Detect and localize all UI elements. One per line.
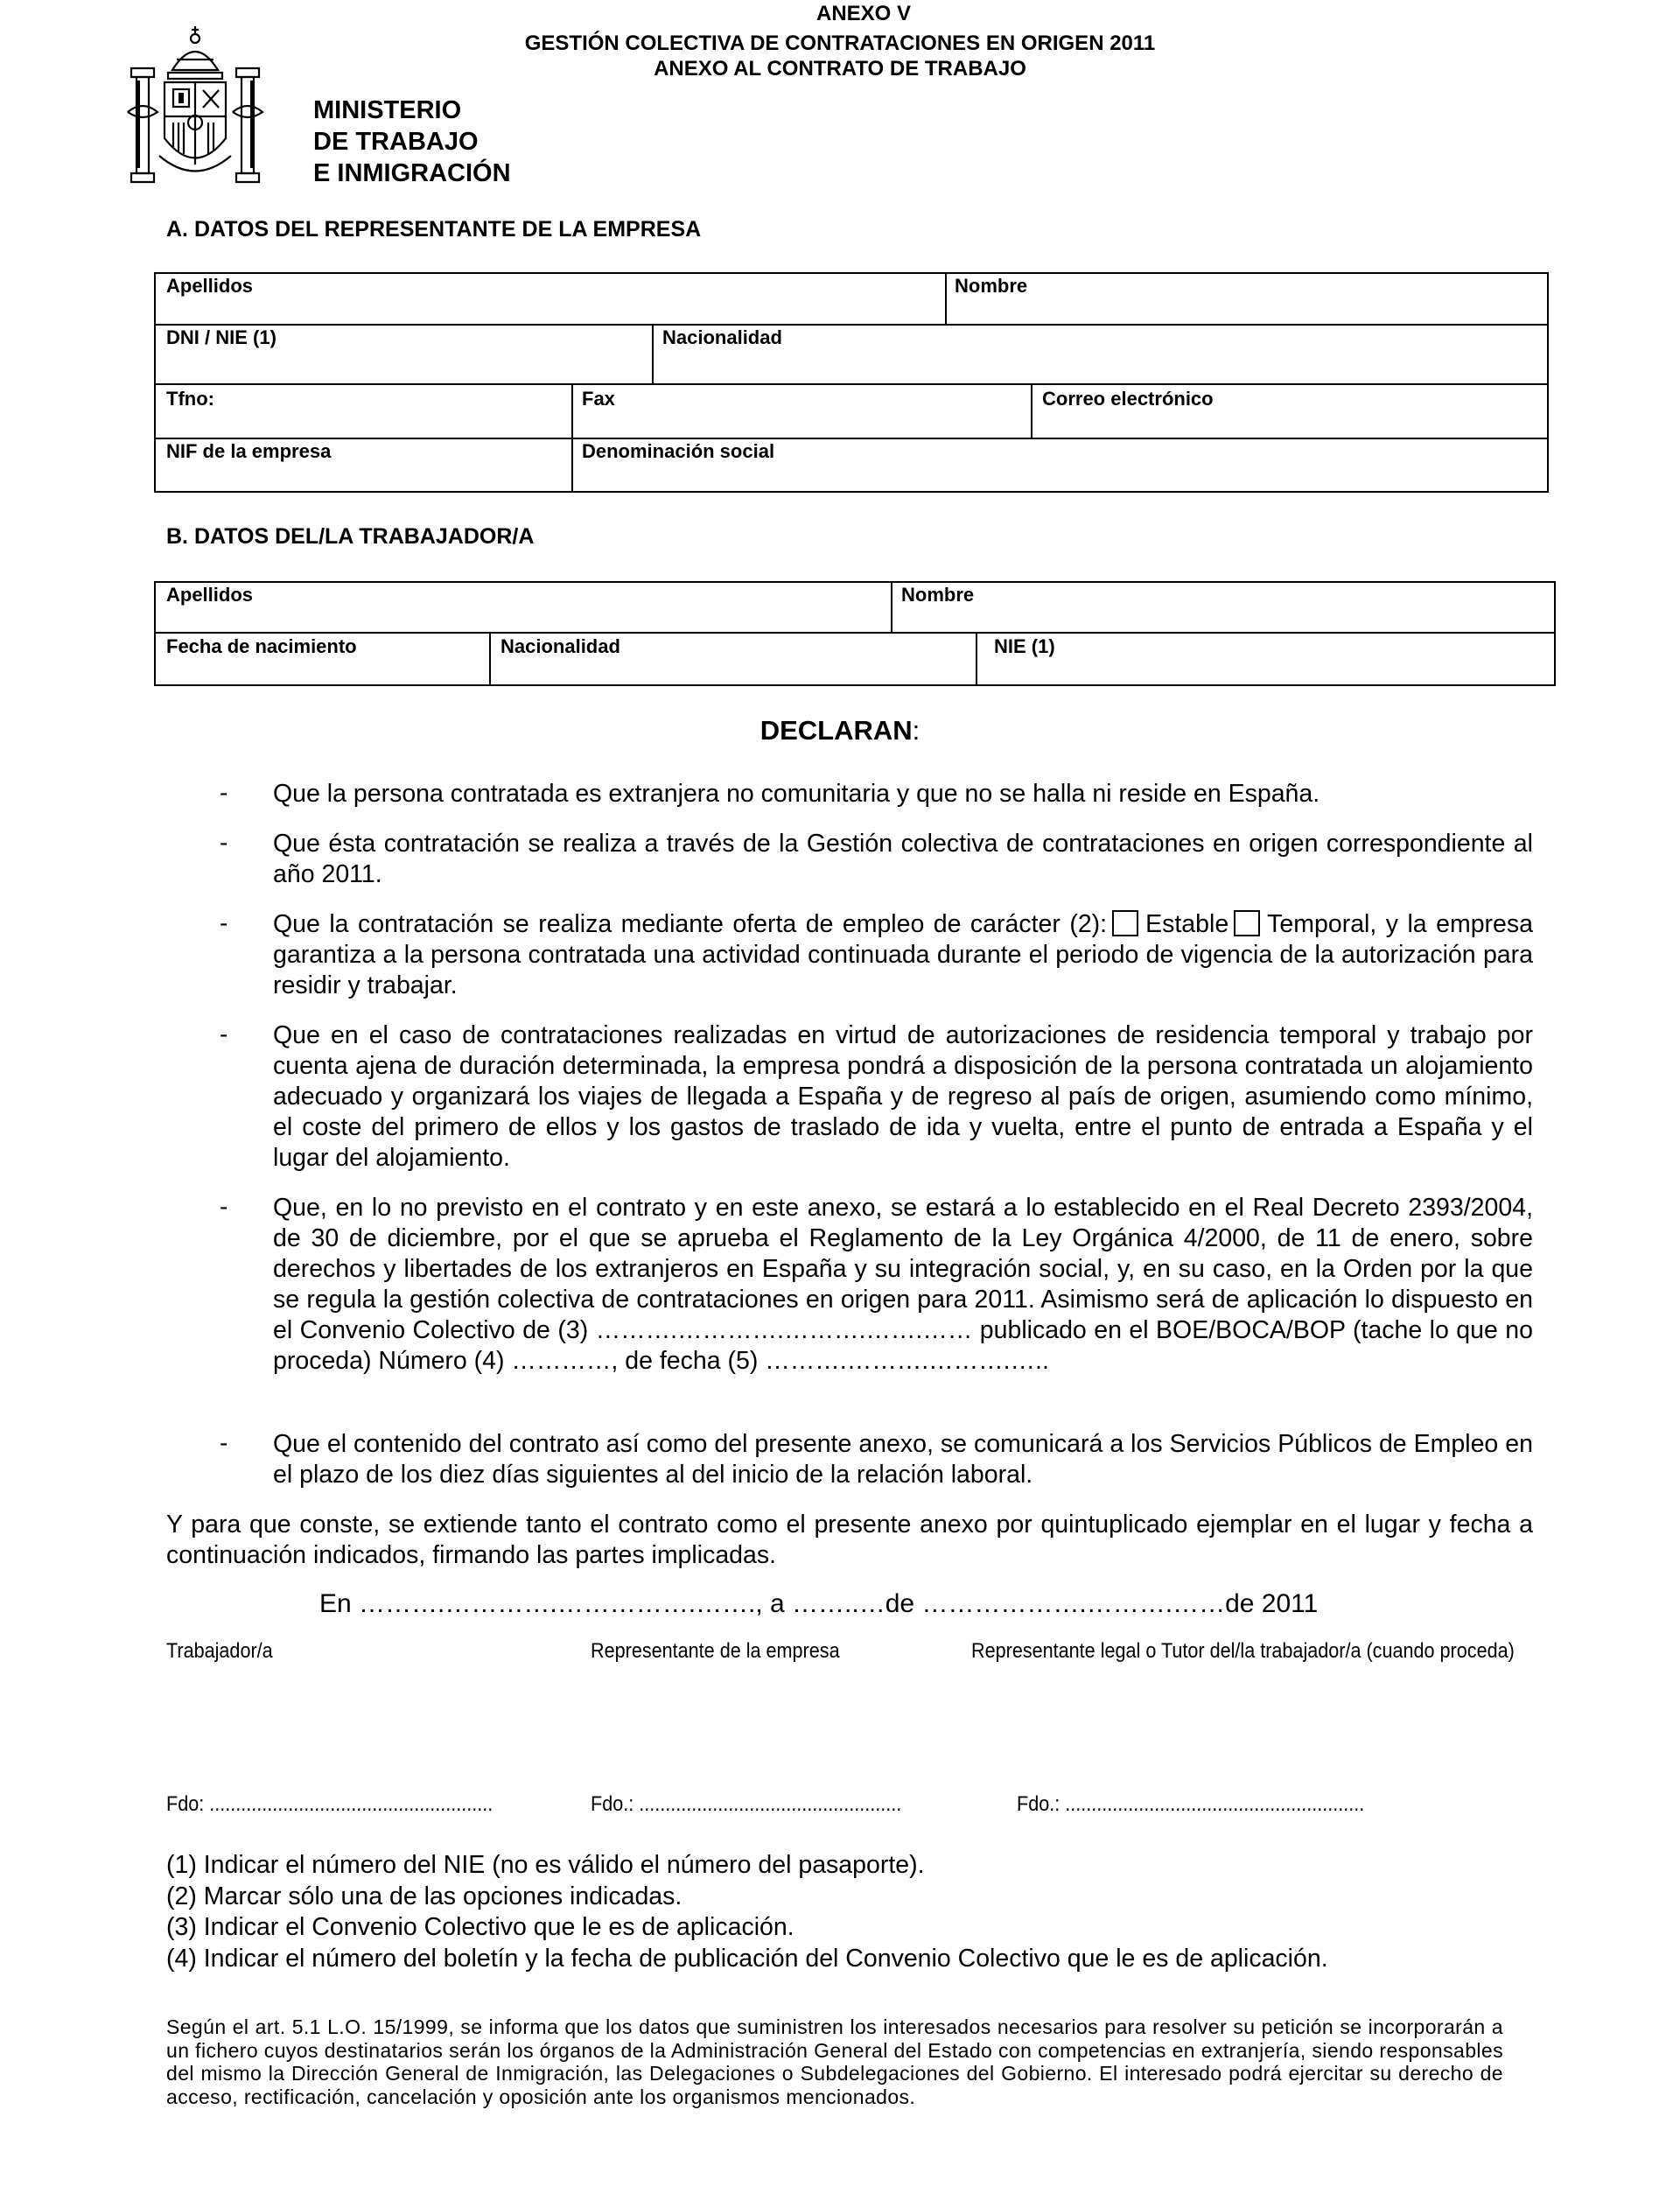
ministry-name [313, 95, 511, 189]
field-worker-nie[interactable]: NIE (1) [994, 635, 1055, 657]
section-a-title: A. DATOS DEL REPRESENTANTE DE LA EMPRESA [166, 217, 702, 242]
declaration-item-6: Que el contenido del contrato así como del presente anexo, se comunicará a los Servicios Públicos de Empleo en el plazo de los diez días siguientes al del inicio de la relación laboral. [273, 1430, 1533, 1489]
signature-label-legal: Representante legal o Tutor del/la trabajador/a (cuando proceda) [971, 1639, 1515, 1663]
divider [945, 272, 947, 326]
divider [571, 383, 573, 493]
declaran-label: DECLARAN [760, 715, 913, 746]
field-nombre[interactable]: Nombre [955, 275, 1028, 297]
field-apellidos[interactable]: Apellidos [166, 275, 254, 297]
field-dni-nie[interactable]: DNI / NIE (1) [166, 326, 276, 348]
ministry-line: MINISTERIO [313, 96, 462, 124]
divider [154, 632, 1556, 634]
divider [489, 632, 491, 686]
document-subtitle: ANEXO AL CONTRATO DE TRABAJO [654, 57, 1026, 81]
declaration-item-2: Que ésta contratación se realiza a través de la Gestión colectiva de contrataciones en origen correspondiente al año 2011. [273, 830, 1533, 888]
field-correo-electronico[interactable]: Correo electrónico [1042, 388, 1214, 410]
signature-line-worker[interactable]: Fdo: ...................................................... [166, 1792, 494, 1816]
declaration-item-5: Que, en lo no previsto en el contrato y en este anexo, se estará a lo establecido en el Real Decreto 2393/2004, de 30 de diciembre, por el que se aprueba el Reglamento de la Ley Orgánica 4/2000, de 11 de enero, sobre derechos y libertades de los extranjeros en España y su integración social, y, en su caso, en la Orden por la que se regula la gestión colectiva de contrataciones en origen para 2011. Asimismo será de aplicación lo dispuesto en el Convenio Colectivo de (3) ……….………….……….…….…… publicado en el BOE/BOCA/BOP (tache lo que no proceda) Número (4) …………, de fecha (5) ……….……….……….….. [273, 1194, 1533, 1375]
divider [1031, 383, 1032, 439]
divider [891, 581, 892, 634]
field-nif-empresa[interactable]: NIF de la empresa [166, 440, 332, 462]
footnote: (3) Indicar el Convenio Colectivo que le es de aplicación. [166, 1913, 794, 1941]
divider [154, 438, 1549, 439]
footnote: (4) Indicar el número del boletín y la fecha de publicación del Convenio Colectivo que le es de aplicación. [166, 1945, 1328, 1973]
field-worker-nacionalidad[interactable]: Nacionalidad [500, 635, 620, 657]
field-fax[interactable]: Fax [582, 388, 615, 410]
estable-checkbox[interactable] [1112, 910, 1138, 936]
divider [154, 383, 1549, 385]
document-title: GESTIÓN COLECTIVA DE CONTRATACIONES EN ORIGEN 2011 [524, 32, 1156, 55]
place-date-line[interactable]: En ……….………….…………….……., a ……..…de ……………….……….……de 2011 [319, 1589, 1319, 1618]
temporal-label: Temporal [1267, 910, 1370, 938]
signature-line-company[interactable]: Fdo.: .................................................. [591, 1792, 902, 1816]
field-nacionalidad[interactable]: Nacionalidad [662, 326, 782, 348]
field-worker-nombre[interactable]: Nombre [901, 584, 975, 606]
representative-form [154, 272, 1549, 493]
section-b-title: B. DATOS DEL/LA TRABAJADOR/A [166, 524, 535, 549]
field-fecha-nacimiento[interactable]: Fecha de nacimiento [166, 635, 357, 657]
footnote: (1) Indicar el número del NIE (no es válido el número del pasaporte). [166, 1851, 925, 1879]
coat-of-arms-icon [124, 25, 266, 191]
field-telefono[interactable]: Tfno: [166, 388, 214, 410]
declaration-item-4: Que en el caso de contrataciones realizadas en virtud de autorizaciones de residencia temporal y trabajo por cuenta ajena de duración determinada, la empresa pondrá a disposición de la persona contratada un alojamiento adecuado y organizará los viajes de llegada a España y de regreso al país de origen, asumiendo como mínimo, el coste del primero de ellos y los gastos de traslado de ida y vuelta, entre el punto de entrada a España y el lugar del alojamiento. [273, 1021, 1533, 1172]
closing-statement: Y para que conste, se extiende tanto el contrato como el presente anexo por quintuplicado ejemplar en el lugar y fecha a continuación indicados, firmando las partes implicadas. [166, 1511, 1533, 1569]
estable-label: Estable [1145, 910, 1229, 938]
field-worker-apellidos[interactable]: Apellidos [166, 584, 254, 606]
field-denominacion-social[interactable]: Denominación social [582, 440, 775, 462]
ministry-line: E INMIGRACIÓN [313, 159, 511, 187]
declaration-item-3 [273, 909, 1533, 1001]
footnote: (2) Marcar sólo una de las opciones indicadas. [166, 1882, 682, 1910]
signature-label-company: Representante de la empresa [591, 1639, 840, 1663]
divider [976, 632, 977, 686]
signature-line-legal[interactable]: Fdo.: ......................................................... [1017, 1792, 1365, 1816]
signature-label-worker: Trabajador/a [166, 1639, 273, 1663]
annex-number: ANEXO V [816, 2, 912, 25]
declaration-item-1: Que la persona contratada es extranjera no comunitaria y que no se halla ni reside en España. [273, 780, 1320, 808]
divider [154, 324, 1549, 326]
ministry-line: DE TRABAJO [313, 128, 479, 156]
item-3-rest: , y la empresa garantiza a la persona contratada una actividad continuada durante el periodo de vigencia de la autorización para residir y trabajar. [273, 910, 1533, 999]
data-protection-notice: Según el art. 5.1 L.O. 15/1999, se informa que los datos que suministren los interesados necesarios para resolver su petición se incorporarán a un fichero cuyos destinatarios serán los órganos de la Administración General del Estado con competencias en extranjería, siendo responsables del mismo la Dirección General de Inmigración, las Delegaciones o Subdelegaciones del Gobierno. El interesado podrá ejercitar su derecho de acceso, rectificación, cancelación y oposición ante los organismos mencionados. [166, 2015, 1503, 2108]
item-3-text: Que la contratación se realiza mediante oferta de empleo de carácter (2): [273, 910, 1108, 938]
worker-form [154, 581, 1556, 686]
temporal-checkbox[interactable] [1234, 910, 1260, 936]
divider [652, 324, 654, 385]
declaran-heading: DECLARAN: [760, 715, 920, 746]
